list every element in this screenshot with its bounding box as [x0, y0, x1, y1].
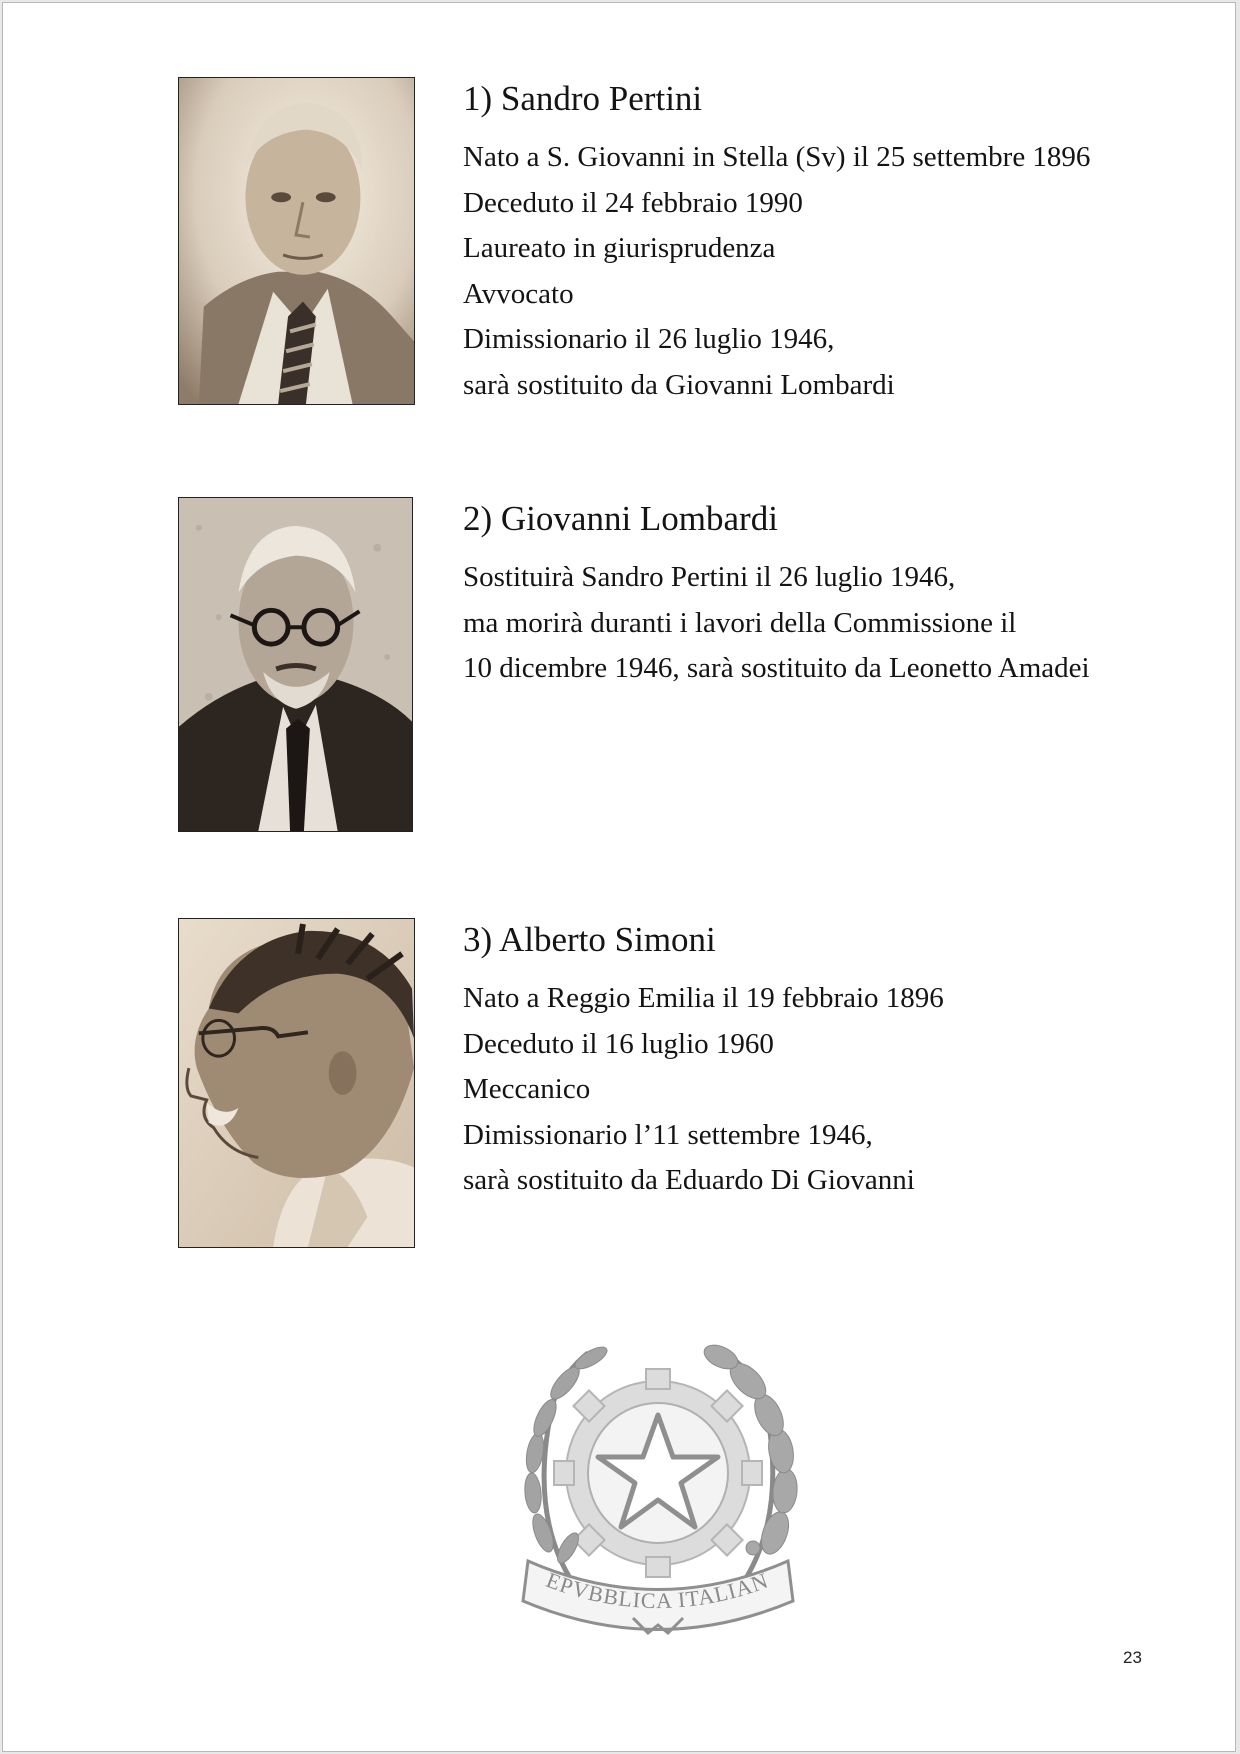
bio-line: Dimissionario l’11 settembre 1946,	[463, 1118, 873, 1151]
bio-line: sarà sostituito da Giovanni Lombardi	[463, 368, 895, 401]
emblem-icon	[513, 1333, 803, 1649]
bio-line: Deceduto il 24 febbraio 1990	[463, 186, 803, 219]
person-name: 2) Giovanni Lombardi	[463, 499, 778, 538]
portrait-photo-simoni	[178, 918, 415, 1248]
bio-line: ma morirà duranti i lavori della Commissione il	[463, 606, 1017, 639]
bio-line: sarà sostituito da Eduardo Di Giovanni	[463, 1164, 915, 1196]
svg-text:REPVBBLICA ITALIANA: EPVBBLICA ITALIAN	[543, 1567, 772, 1614]
bio-line: Nato a S. Giovanni in Stella (Sv) il 25 settembre 1896	[463, 141, 1091, 173]
bio-line: Dimissionario il 26 luglio 1946,	[463, 323, 835, 355]
person-name: 1) Sandro Pertini	[463, 79, 703, 118]
entry-info	[463, 497, 1183, 692]
bio-line: Sostituirà Sandro Pertini il 26 luglio 1946,	[463, 561, 956, 593]
page-number: 23	[1123, 1648, 1142, 1667]
bio-line: Deceduto il 16 luglio 1960	[463, 1027, 774, 1060]
document-page	[2, 2, 1236, 1752]
bio-line: Nato a Reggio Emilia il 19 febbraio 1896	[463, 982, 944, 1014]
entry-info	[463, 918, 1183, 1204]
bio-line: Avvocato	[463, 277, 574, 310]
bio-line: 10 dicembre 1946, sarà sostituito da Leonetto Amadei	[463, 652, 1090, 684]
person-name: 3) Alberto Simoni	[463, 920, 716, 959]
bio-line: Meccanico	[463, 1073, 591, 1105]
portrait-photo-lombardi	[178, 497, 413, 832]
portrait-photo-pertini	[178, 77, 415, 405]
entry-info	[463, 77, 1183, 408]
bio-line: Laureato in giurisprudenza	[463, 232, 776, 264]
